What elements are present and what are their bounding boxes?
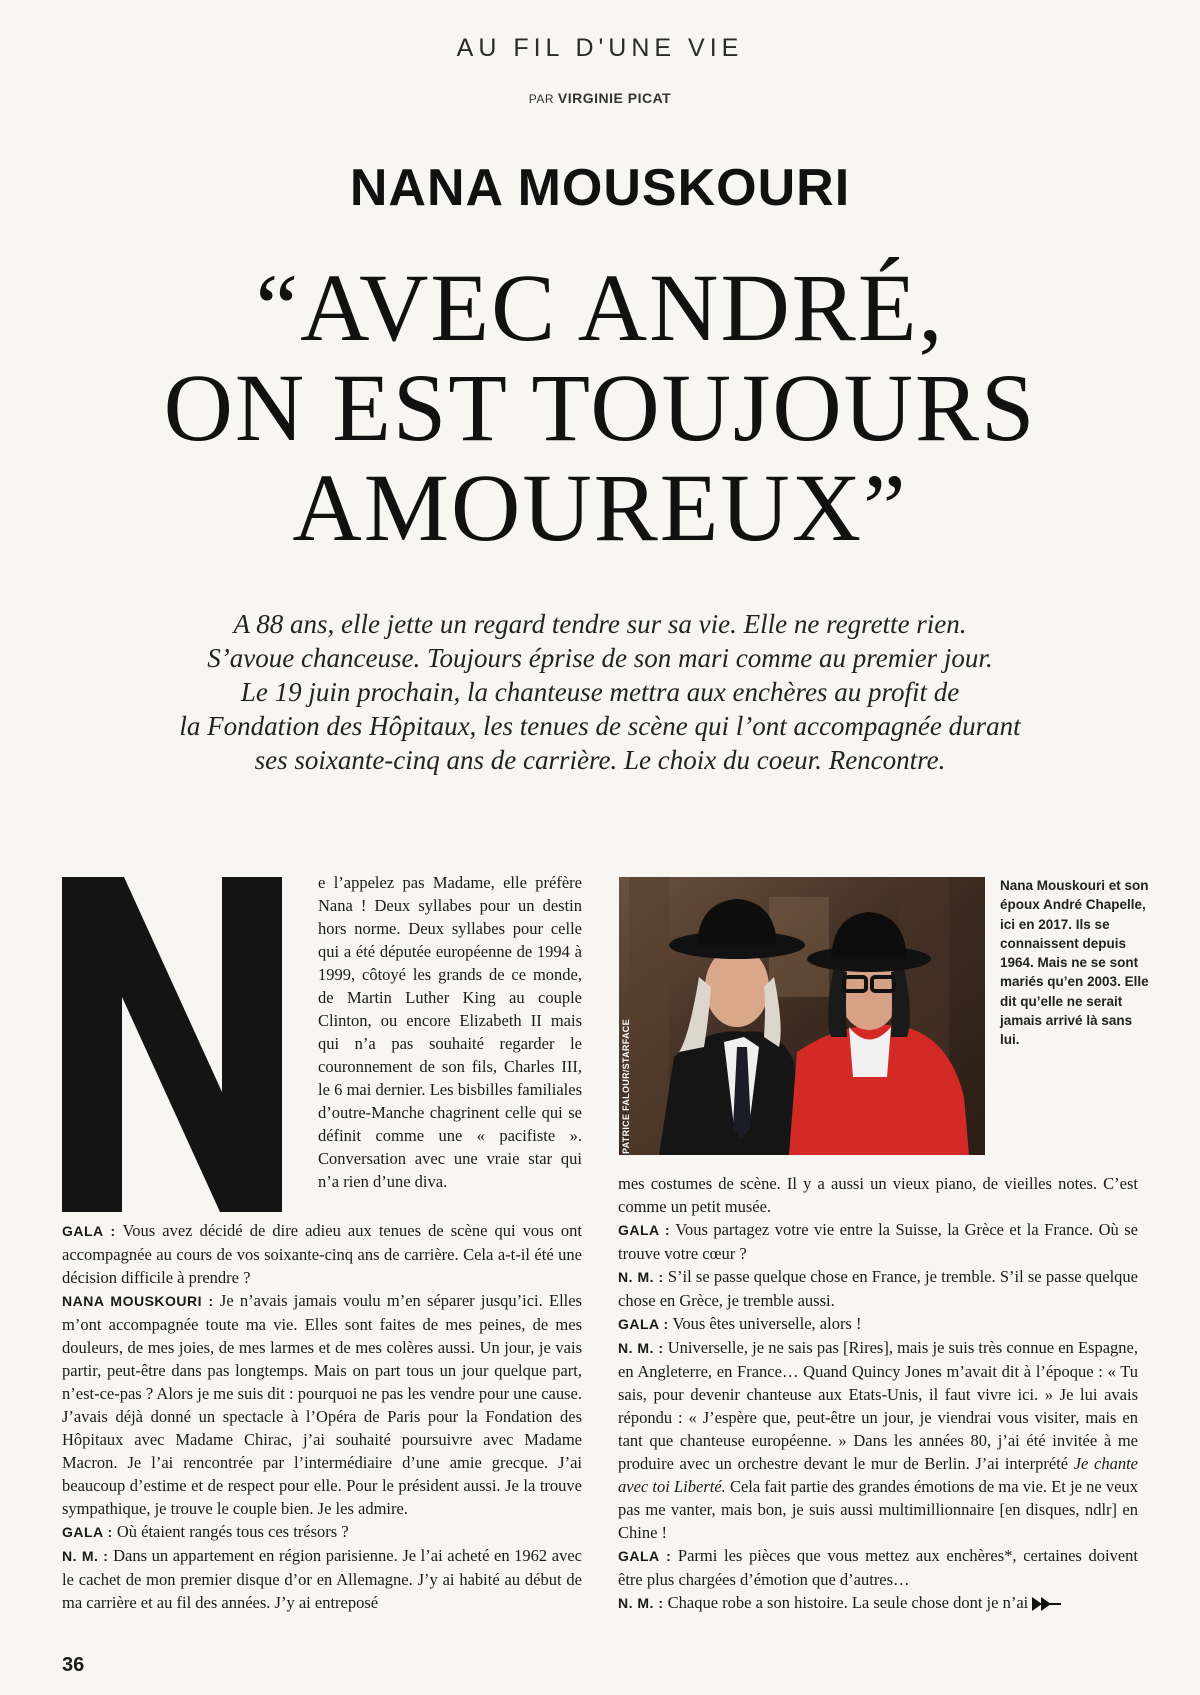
speaker-label: NANA MOUSKOURI : bbox=[62, 1293, 214, 1309]
paragraph-text: Vous êtes universelle, alors ! bbox=[668, 1314, 862, 1333]
standfirst-line-3: Le 19 juin prochain, la chanteuse mettra aux enchères au profit de bbox=[240, 677, 960, 707]
standfirst-line-1: A 88 ans, elle jette un regard tendre sur sa vie. Elle ne regrette rien. bbox=[233, 609, 967, 639]
paragraph-a1 bbox=[62, 1289, 582, 1520]
continue-arrow-icon bbox=[1032, 1597, 1062, 1611]
speaker-label: GALA : bbox=[62, 1223, 116, 1239]
headline-line-3: AMOUREUX” bbox=[292, 454, 908, 561]
standfirst-line-4: la Fondation des Hôpitaux, les tenues de scène qui l’ont accompagnée durant bbox=[179, 711, 1021, 741]
paragraph-text: Cela fait partie des grandes émotions de ma vie. Et je ne veux pas me vanter, mais bon, je suis aussi multimillionnaire [en disques, ndlr] en Chine ! bbox=[618, 1477, 1138, 1542]
photo-caption: Nana Mouskouri et son époux André Chapelle, ici en 2017. Ils se connaissent depuis 1964. Mais ne se sont mariés qu’en 2003. Elle dit qu’elle ne serait jamais arrivé là sans lui. bbox=[1000, 878, 1149, 1048]
standfirst-line-5: ses soixante-cinq ans de carrière. Le choix du coeur. Rencontre. bbox=[254, 745, 946, 775]
paragraph-q4 bbox=[618, 1312, 1138, 1336]
byline-author: VIRGINIE PICAT bbox=[557, 90, 672, 106]
article-intro: e l’appelez pas Madame, elle préfère Nana ! Deux syllabes pour un destin hors norme. Deux syllabes pour celle qui a été députée européenne de 1994 à 1999, côtoyé les grands de ce monde, de Martin Luther King au couple Clinton, ou encore Elizabeth II mais qui n’a pas souhaité regarder le couronnement de son fils, Charles III, le 6 mai dernier. Les bisbilles familiales d’outre-Manche chagrinent celle qui se définit comme une « pacifiste ». Conversation avec une vraie star qui n’a rien d’une diva. bbox=[318, 873, 582, 1191]
paragraph-text: Vous partagez votre vie entre la Suisse, la Grèce et la France. Où se trouve votre cœur ? bbox=[618, 1220, 1138, 1263]
speaker-label: N. M. : bbox=[618, 1340, 664, 1356]
speaker-label: GALA : bbox=[618, 1548, 672, 1564]
subject-name: NANA MOUSKOURI bbox=[349, 159, 851, 217]
paragraph-text: Je n’avais jamais voulu m’en séparer jusqu’ici. Elles m’ont accompagnée toute ma vie. Elles sont faites de mes peines, de mes douleurs, de mes joies, de mes larmes et de mes colères aussi. Un jour, je vais partir, peut-être dans pas longtemps. Mais on part tous un jour quelque part, n’est-ce-pas ? Alors je me suis dit : pourquoi ne pas les vendre pour une cause. J’avais déjà donné un spectacle à l’Opéra de Paris pour la Fondation des Hôpitaux avec Madame Chirac, j’ai souhaité poursuivre avec Madame Macron. Je l’ai rencontrée par l’intermédiaire d’une amie grecque. J’ai beaucoup d’estime et de respect pour elle. Pour le président aussi. Je la trouve sympathique, je trouve le couple bien. Je les admire. bbox=[62, 1291, 582, 1518]
photo-illustration bbox=[619, 877, 985, 1155]
speaker-label: GALA : bbox=[618, 1222, 671, 1238]
page-number: 36 bbox=[62, 1654, 85, 1676]
byline-prefix: PAR bbox=[528, 92, 558, 106]
paragraph-text: Dans un appartement en région parisienne. Je l’ai acheté en 1962 avec le cachet de mon premier disque d’or en Allemagne. J’y ai habité au début de ma carrière et au fil des années. J’y ai entreposé bbox=[62, 1546, 583, 1612]
paragraph-text: Chaque robe a son histoire. La seule chose dont je n’ai bbox=[663, 1593, 1029, 1612]
paragraph-a2 bbox=[62, 1544, 582, 1614]
article-column-right bbox=[618, 1172, 1138, 1615]
speaker-label: N. M. : bbox=[62, 1548, 109, 1564]
paragraph-text: S’il se passe quelque chose en France, je tremble. S’il se passe quelque chose en Grèce, je tremble aussi. bbox=[618, 1267, 1138, 1310]
article-column-left bbox=[62, 1219, 582, 1614]
speaker-label: N. M. : bbox=[618, 1595, 664, 1611]
paragraph-a3 bbox=[618, 1265, 1138, 1312]
speaker-label: GALA : bbox=[618, 1316, 669, 1332]
paragraph-text: Parmi les pièces que vous mettez aux enchères*, certaines doivent être plus chargées d’émotion que d’autres… bbox=[618, 1546, 1138, 1589]
paragraph-q1 bbox=[62, 1219, 582, 1289]
song-title: Je chante avec toi Liberté. bbox=[618, 1454, 1138, 1496]
dropcap-letter-n bbox=[62, 877, 282, 1212]
paragraph-q3 bbox=[618, 1218, 1138, 1265]
paragraph-text: Universelle, je ne sais pas [Rires], mais je suis très connue en Espagne, en Angleterre, en France… Quand Quincy Jones m’avait dit à l’époque : « Tu sais, pour devenir chanteuse aux Etats-Unis, il faut vivre ici. » Je lui avais répondu : « J’espère que, peut-être un jour, je viendrai vous visiter, mais en tant que chanteuse européenne. » Dans les années 80, j’ai été invitée à me produire avec un orchestre devant le mur de Berlin. J’ai interprété bbox=[618, 1338, 1138, 1473]
paragraph-q5 bbox=[618, 1544, 1138, 1591]
byline bbox=[0, 90, 1200, 106]
photo-credit bbox=[621, 1140, 771, 1154]
section-rubric: AU FIL D'UNE VIE bbox=[456, 34, 744, 62]
headline-line-1: “AVEC ANDRÉ, bbox=[255, 254, 945, 361]
photo-couple bbox=[619, 877, 985, 1155]
paragraph-a5 bbox=[618, 1591, 1138, 1615]
headline bbox=[0, 254, 1200, 561]
speaker-label: N. M. : bbox=[618, 1269, 664, 1285]
speaker-label: GALA : bbox=[62, 1524, 113, 1540]
standfirst-line-2: S’avoue chanceuse. Toujours éprise de son mari comme au premier jour. bbox=[207, 643, 993, 673]
paragraph-text: Vous avez décidé de dire adieu aux tenues de scène qui vous ont accompagnée au cours de vos soixante-cinq ans de carrière. Cela a-t-il été une décision difficile à prendre ? bbox=[62, 1221, 582, 1287]
paragraph-q2 bbox=[62, 1520, 582, 1544]
standfirst bbox=[100, 607, 1100, 777]
paragraph-a4 bbox=[618, 1336, 1138, 1544]
paragraph-text: Où étaient rangés tous ces trésors ? bbox=[112, 1522, 349, 1541]
paragraph-continuation: mes costumes de scène. Il y a aussi un vieux piano, de vieilles notes. C’est comme un petit musée. bbox=[618, 1174, 1138, 1216]
headline-line-2: ON EST TOUJOURS bbox=[163, 354, 1037, 461]
